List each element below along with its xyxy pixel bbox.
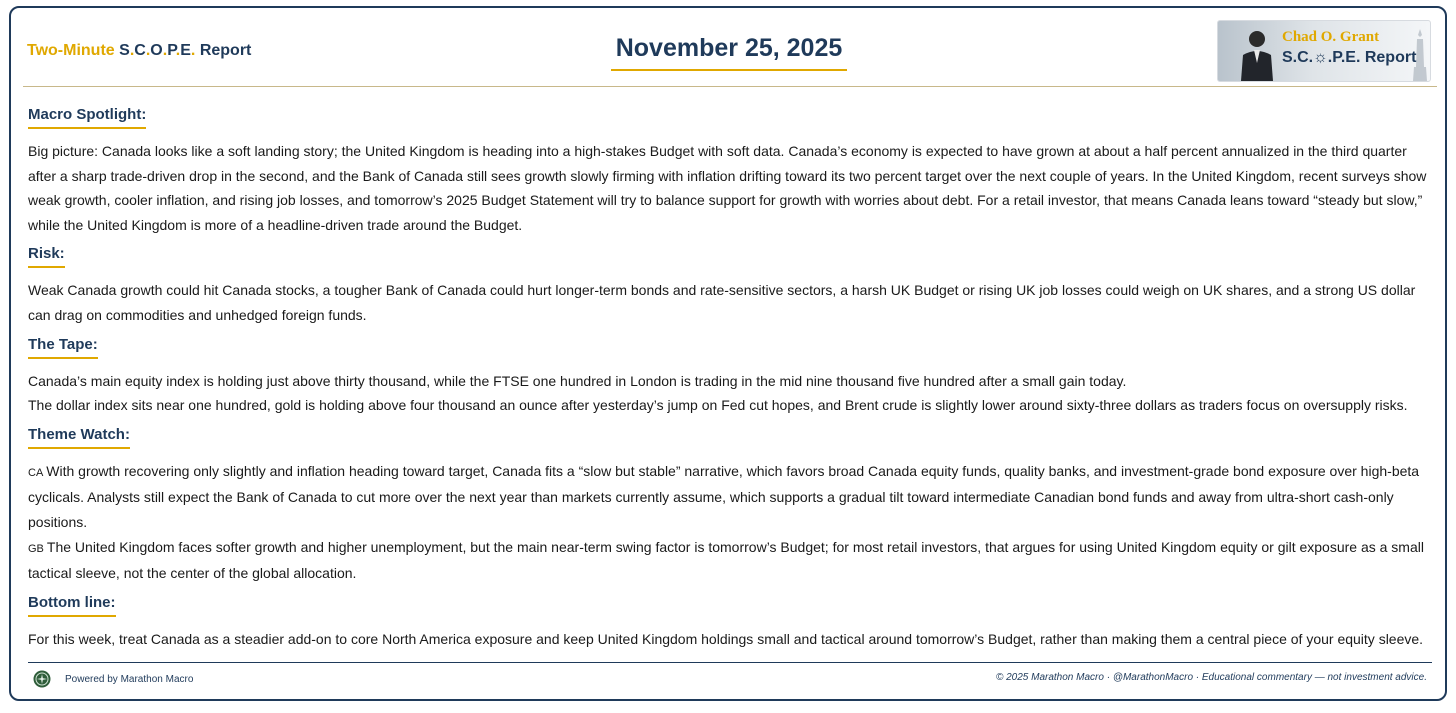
- footer-powered: [33, 668, 193, 690]
- brand-title: [27, 42, 251, 60]
- author-logo: [1217, 20, 1431, 82]
- statue-icon: [1410, 27, 1430, 81]
- tape-line-equities: Canada’s main equity index is holding just above thirty thousand, while the FTSE one hundred in London is trading in the mid nine thousand five hundred after a small gain today.: [28, 372, 1127, 389]
- flag-gb-icon: GB: [28, 542, 44, 555]
- brand-suffix: Report: [199, 42, 252, 59]
- header-divider: [23, 86, 1437, 87]
- section-heading: The Tape:: [28, 336, 98, 359]
- section-text: Big picture: Canada looks like a soft landing story; the United Kingdom is heading into a high-stakes Budget with soft data. Canada’s economy is expected to have grown at about a half percent annualized in the third quarter after a sharp trade-driven drop in the second, and the Bank of Canada still sees growth slowly firming with inflation drifting toward its two percent target over the next couple of years. In the United Kingdom, recent surveys show weak growth, cooler inflation, and rising job losses, and tomorrow’s 2025 Budget Statement will try to balance support for growth with worries about debt. For a retail investor, that means Canada leans toward “steady but slow,” while the United Kingdom is more of a headline-driven trade around the Budget.: [28, 143, 1427, 233]
- report-body: [28, 106, 1432, 659]
- report-header: [11, 8, 1445, 88]
- section-heading: Macro Spotlight:: [28, 106, 146, 129]
- section-risk: [28, 245, 1432, 327]
- brand-prefix: Two-Minute: [27, 42, 115, 59]
- section-heading: Theme Watch:: [28, 426, 130, 449]
- section-text: For this week, treat Canada as a steadier add-on to core North America exposure and keep United Kingdom holdings small and tactical around tomorrow’s Budget, rather than making them a central piece of your equity sleeve.: [28, 630, 1424, 647]
- section-heading: Bottom line:: [28, 594, 116, 617]
- section-heading: Risk:: [28, 245, 65, 268]
- report-frame: [9, 6, 1447, 701]
- footer-copyright: © 2025 Marathon Macro · @MarathonMacro · Educational commentary — not investment advice.: [995, 672, 1427, 683]
- section-theme: [28, 426, 1432, 586]
- report-date: November 25, 2025: [611, 34, 847, 71]
- section-bottom-line: [28, 594, 1432, 652]
- theme-canada: CA With growth recovering only slightly and inflation heading toward target, Canada fits a “slow but stable” narrative, which favors broad Canada equity funds, quality banks, and investment-grade bond exposure over high-beta cyclicals. Analysts still expect the Bank of Canada to cut more over the next year than markets currently assume, which supports a gradual tilt toward intermediate Canadian bond funds and away from ultra-short cash-only positions.: [28, 462, 1420, 530]
- marathon-macro-logo-icon: [33, 670, 51, 688]
- section-text: Weak Canada growth could hit Canada stocks, a tougher Bank of Canada could hurt longer-term bonds and rate-sensitive sectors, a harsh UK Budget or rising UK job losses could weigh on UK shares, and a strong US dollar can drag on commodities and unhedged foreign funds.: [28, 282, 1416, 323]
- section-macro: [28, 106, 1432, 237]
- logo-author-name: Chad O. Grant: [1282, 29, 1380, 45]
- brand-scope: S.C.O.P.E.: [119, 42, 196, 59]
- flag-ca-icon: CA: [28, 466, 44, 479]
- tape-line-macro: The dollar index sits near one hundred, gold is holding above four thousand an ounce after yesterday’s jump on Fed cut hopes, and Brent crude is slightly lower around sixty-three dollars as traders focus on oversupply risks.: [28, 397, 1408, 414]
- powered-by-text: Powered by Marathon Macro: [65, 673, 194, 685]
- theme-uk: GB The United Kingdom faces softer growth and higher unemployment, but the main near-term swing factor is tomorrow’s Budget; for most retail investors, that argues for using United Kingdom equity or gilt exposure as a small tactical sleeve, not the center of the global allocation.: [28, 538, 1424, 582]
- author-photo-icon: [1238, 27, 1276, 81]
- footer-divider: [28, 662, 1432, 663]
- section-tape: [28, 336, 1432, 418]
- logo-report-title: S.C.☼.P.E. Report: [1282, 49, 1417, 66]
